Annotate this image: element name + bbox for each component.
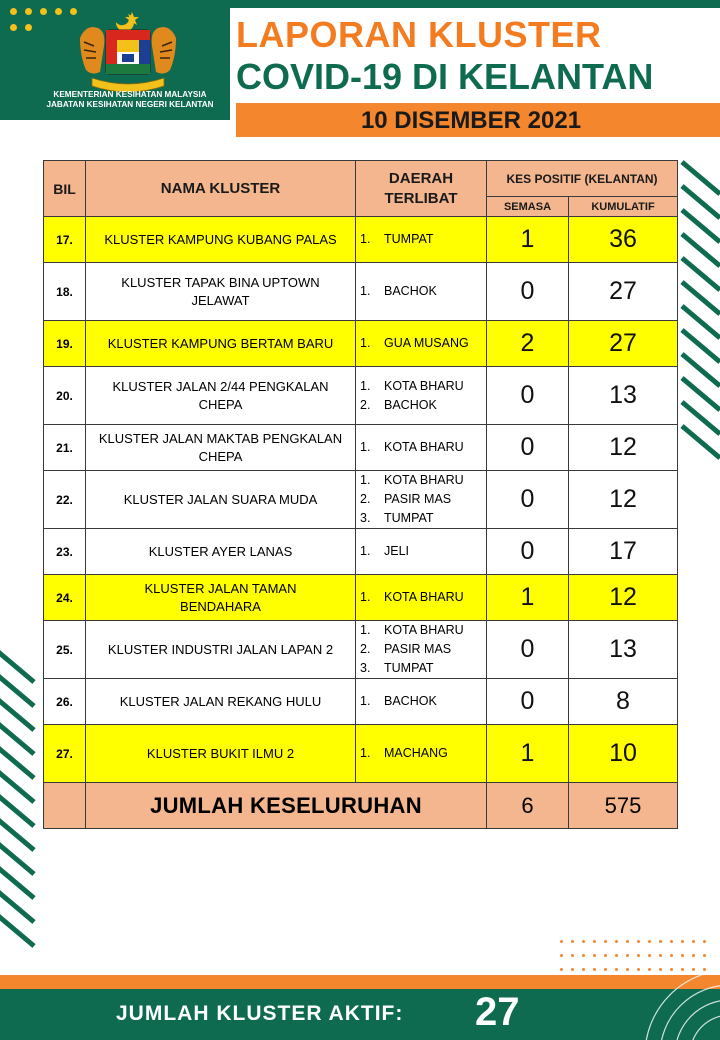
daerah-item-number: 1. bbox=[360, 378, 371, 393]
table-row bbox=[44, 471, 678, 529]
daerah-item-name: JELI bbox=[384, 544, 410, 558]
cases-semasa: 0 bbox=[487, 621, 569, 679]
header-bil: BIL bbox=[44, 161, 86, 217]
table-row bbox=[44, 263, 678, 321]
cluster-name-line: KLUSTER JALAN 2/44 PENGKALAN bbox=[112, 378, 329, 394]
row-number: 17. bbox=[44, 217, 86, 263]
cluster-name bbox=[86, 621, 356, 679]
cluster-name bbox=[86, 367, 356, 425]
cluster-name-line: KLUSTER BUKIT ILMU 2 bbox=[146, 745, 295, 761]
daerah-item bbox=[360, 230, 486, 249]
cluster-name-line: BENDAHARA bbox=[180, 598, 261, 614]
daerah-item-name: GUA MUSANG bbox=[384, 336, 469, 350]
decorative-dot bbox=[670, 954, 673, 957]
decorative-dot bbox=[648, 954, 651, 957]
header-semasa: SEMASA bbox=[487, 197, 569, 217]
cluster-name-line: KLUSTER JALAN SUARA MUDA bbox=[123, 491, 318, 507]
daerah-item-number: 2. bbox=[360, 642, 371, 656]
decorative-dot bbox=[582, 940, 585, 943]
decorative-dot bbox=[626, 940, 629, 943]
decorative-dot bbox=[703, 940, 706, 943]
daerah-item-number: 1. bbox=[360, 694, 371, 708]
decorative-dot bbox=[670, 940, 673, 943]
cluster-name bbox=[86, 529, 356, 575]
cases-semasa: 0 bbox=[487, 367, 569, 425]
cases-semasa: 0 bbox=[487, 529, 569, 575]
cases-semasa: 1 bbox=[487, 575, 569, 621]
daerah-item-number: 1. bbox=[360, 746, 371, 760]
cluster-name-line: KLUSTER JALAN REKANG HULU bbox=[119, 693, 322, 709]
row-number: 25. bbox=[44, 621, 86, 679]
decorative-dot bbox=[571, 968, 574, 971]
decorative-dot bbox=[637, 954, 640, 957]
daerah-item-name: KOTA BHARU bbox=[384, 590, 464, 604]
total-row bbox=[44, 783, 678, 829]
report-title: LAPORAN KLUSTER bbox=[236, 14, 602, 55]
decorative-dot bbox=[604, 940, 607, 943]
daerah-item-number: 3. bbox=[360, 661, 371, 675]
daerah-item-name: KOTA BHARU bbox=[384, 623, 464, 637]
table-row bbox=[44, 217, 678, 263]
daerah-item-name: BACHOK bbox=[384, 694, 437, 708]
cases-kumulatif: 13 bbox=[569, 621, 678, 679]
decorative-dot bbox=[692, 954, 695, 957]
table-row bbox=[44, 321, 678, 367]
row-number: 23. bbox=[44, 529, 86, 575]
daerah-item bbox=[360, 438, 486, 457]
cases-kumulatif: 13 bbox=[569, 367, 678, 425]
daerah-item bbox=[360, 377, 486, 396]
cases-semasa: 1 bbox=[487, 725, 569, 783]
ministry-line-1: KEMENTERIAN KESIHATAN MALAYSIA bbox=[53, 90, 207, 99]
daerah-item-number: 1. bbox=[360, 590, 371, 604]
active-cluster-label: JUMLAH KLUSTER AKTIF: bbox=[116, 1002, 404, 1025]
cluster-name-line: KLUSTER KAMPUNG KUBANG PALAS bbox=[104, 231, 337, 247]
decorative-dot bbox=[659, 954, 662, 957]
decorative-dot bbox=[681, 940, 684, 943]
cases-semasa: 0 bbox=[487, 425, 569, 471]
cluster-name bbox=[86, 263, 356, 321]
daerah-item bbox=[360, 640, 486, 659]
header-daerah-line-1: DAERAH bbox=[388, 169, 454, 187]
cluster-name-line: KLUSTER JALAN TAMAN bbox=[144, 580, 297, 596]
row-number: 22. bbox=[44, 471, 86, 529]
cluster-name-line: KLUSTER JALAN MAKTAB PENGKALAN bbox=[98, 430, 343, 446]
ministry-line-2: JABATAN KESIHATAN NEGERI KELANTAN bbox=[46, 100, 214, 109]
cluster-table bbox=[43, 160, 678, 829]
daerah-item-number: 1. bbox=[360, 473, 371, 487]
decorative-stripes-left bbox=[0, 648, 36, 948]
cluster-name bbox=[86, 679, 356, 725]
decorative-dot bbox=[637, 940, 640, 943]
cases-semasa: 0 bbox=[487, 679, 569, 725]
daerah-item-number: 1. bbox=[360, 232, 371, 246]
decorative-dot bbox=[593, 968, 596, 971]
daerah-item-name: KOTA BHARU bbox=[384, 378, 464, 393]
table-row bbox=[44, 621, 678, 679]
cluster-name bbox=[86, 217, 356, 263]
daerah-item-number: 1. bbox=[360, 623, 371, 637]
cases-kumulatif: 12 bbox=[569, 575, 678, 621]
daerah-item bbox=[360, 334, 486, 353]
cluster-name bbox=[86, 321, 356, 367]
daerah-list bbox=[356, 621, 487, 679]
cluster-name-line: KLUSTER KAMPUNG BERTAM BARU bbox=[107, 335, 334, 351]
decorative-dot bbox=[703, 954, 706, 957]
decorative-dot bbox=[593, 954, 596, 957]
decorative-dot bbox=[593, 940, 596, 943]
daerah-item bbox=[360, 744, 486, 763]
daerah-list bbox=[356, 679, 487, 725]
daerah-list bbox=[356, 321, 487, 367]
decorative-dot bbox=[615, 954, 618, 957]
decorative-dot bbox=[692, 940, 695, 943]
daerah-list bbox=[356, 367, 487, 425]
decorative-dot bbox=[571, 954, 574, 957]
cluster-name-line: KLUSTER INDUSTRI JALAN LAPAN 2 bbox=[107, 641, 334, 657]
table-row bbox=[44, 725, 678, 783]
daerah-item bbox=[360, 509, 486, 528]
cases-kumulatif: 8 bbox=[569, 679, 678, 725]
daerah-item bbox=[360, 396, 486, 415]
cases-kumulatif: 27 bbox=[569, 263, 678, 321]
cases-kumulatif: 36 bbox=[569, 217, 678, 263]
header-daerah-terlibat bbox=[356, 161, 487, 217]
daerah-list bbox=[356, 471, 487, 529]
cluster-name-line: JELAWAT bbox=[191, 292, 250, 308]
decorative-dot bbox=[648, 940, 651, 943]
decorative-dot bbox=[659, 940, 662, 943]
decorative-dot bbox=[560, 968, 563, 971]
table-row bbox=[44, 367, 678, 425]
decorative-dot bbox=[626, 954, 629, 957]
header-nama-kluster: NAMA KLUSTER bbox=[86, 161, 356, 217]
cluster-name bbox=[86, 471, 356, 529]
daerah-item-number: 1. bbox=[360, 440, 371, 454]
decorative-dot bbox=[582, 968, 585, 971]
decorative-dot bbox=[560, 940, 563, 943]
daerah-item-number: 1. bbox=[360, 284, 371, 298]
daerah-list bbox=[356, 217, 487, 263]
daerah-item-number: 1. bbox=[360, 336, 371, 350]
cluster-name bbox=[86, 575, 356, 621]
daerah-list bbox=[356, 575, 487, 621]
cases-kumulatif: 17 bbox=[569, 529, 678, 575]
cluster-name-line: CHEPA bbox=[198, 396, 243, 412]
row-number: 24. bbox=[44, 575, 86, 621]
daerah-item-name: TUMPAT bbox=[384, 661, 434, 675]
total-label: JUMLAH KESELURUHAN bbox=[86, 783, 487, 829]
daerah-list bbox=[356, 425, 487, 471]
cluster-name bbox=[86, 425, 356, 471]
cases-kumulatif: 12 bbox=[569, 425, 678, 471]
daerah-item-number: 3. bbox=[360, 511, 371, 525]
decorative-stripes-right bbox=[680, 160, 720, 460]
cases-semasa: 2 bbox=[487, 321, 569, 367]
table-row bbox=[44, 679, 678, 725]
row-number: 19. bbox=[44, 321, 86, 367]
daerah-item-name: MACHANG bbox=[384, 746, 448, 760]
row-number: 21. bbox=[44, 425, 86, 471]
daerah-item bbox=[360, 542, 486, 561]
daerah-item-number: 2. bbox=[360, 397, 371, 412]
ministry-name bbox=[30, 90, 230, 110]
daerah-item-name: PASIR MAS bbox=[384, 642, 452, 656]
daerah-item-number: 1. bbox=[360, 544, 371, 558]
decorative-dot bbox=[560, 954, 563, 957]
row-number: 27. bbox=[44, 725, 86, 783]
decorative-dot bbox=[604, 954, 607, 957]
decorative-arcs bbox=[600, 960, 720, 1040]
header-kes-positif: KES POSITIF (KELANTAN) bbox=[487, 161, 678, 197]
table-row bbox=[44, 529, 678, 575]
cluster-table-container bbox=[43, 160, 678, 829]
decorative-dot bbox=[571, 940, 574, 943]
daerah-item-name: KOTA BHARU bbox=[384, 440, 464, 454]
daerah-item bbox=[360, 621, 486, 640]
daerah-item-name: TUMPAT bbox=[384, 232, 434, 246]
total-kumulatif: 575 bbox=[569, 783, 678, 829]
daerah-item bbox=[360, 282, 486, 301]
daerah-item bbox=[360, 659, 486, 678]
cases-kumulatif: 10 bbox=[569, 725, 678, 783]
cluster-table-body bbox=[44, 217, 678, 783]
daerah-item bbox=[360, 588, 486, 607]
daerah-item bbox=[360, 490, 486, 509]
header-daerah-line-2: TERLIBAT bbox=[384, 189, 458, 207]
report-date: 10 DISEMBER 2021 bbox=[360, 107, 582, 134]
report-subtitle: COVID-19 DI KELANTAN bbox=[236, 56, 654, 97]
header-kumulatif: KUMULATIF bbox=[569, 197, 678, 217]
decorative-dot bbox=[582, 954, 585, 957]
daerah-list bbox=[356, 529, 487, 575]
total-empty-cell bbox=[44, 783, 86, 829]
daerah-item bbox=[360, 471, 486, 490]
cluster-name-line: KLUSTER TAPAK BINA UPTOWN bbox=[121, 274, 320, 290]
cluster-name bbox=[86, 725, 356, 783]
cases-kumulatif: 12 bbox=[569, 471, 678, 529]
cluster-name-line: CHEPA bbox=[198, 448, 243, 464]
daerah-item-number: 2. bbox=[360, 492, 371, 506]
table-row bbox=[44, 575, 678, 621]
cases-semasa: 1 bbox=[487, 217, 569, 263]
daerah-list bbox=[356, 725, 487, 783]
daerah-item-name: KOTA BHARU bbox=[384, 473, 464, 487]
cases-semasa: 0 bbox=[487, 471, 569, 529]
daerah-item-name: TUMPAT bbox=[384, 511, 434, 525]
table-row bbox=[44, 425, 678, 471]
daerah-item bbox=[360, 692, 486, 711]
daerah-item-name: BACHOK bbox=[384, 397, 437, 412]
cases-kumulatif: 27 bbox=[569, 321, 678, 367]
decorative-dot bbox=[681, 954, 684, 957]
daerah-item-name: PASIR MAS bbox=[384, 492, 452, 506]
malaysia-coat-of-arms-logo bbox=[72, 8, 184, 94]
total-semasa: 6 bbox=[487, 783, 569, 829]
row-number: 26. bbox=[44, 679, 86, 725]
active-cluster-count: 27 bbox=[475, 990, 520, 1034]
cases-semasa: 0 bbox=[487, 263, 569, 321]
decorative-dot bbox=[615, 940, 618, 943]
daerah-item-name: BACHOK bbox=[384, 284, 437, 298]
row-number: 20. bbox=[44, 367, 86, 425]
row-number: 18. bbox=[44, 263, 86, 321]
daerah-list bbox=[356, 263, 487, 321]
cluster-name-line: KLUSTER AYER LANAS bbox=[148, 543, 293, 559]
